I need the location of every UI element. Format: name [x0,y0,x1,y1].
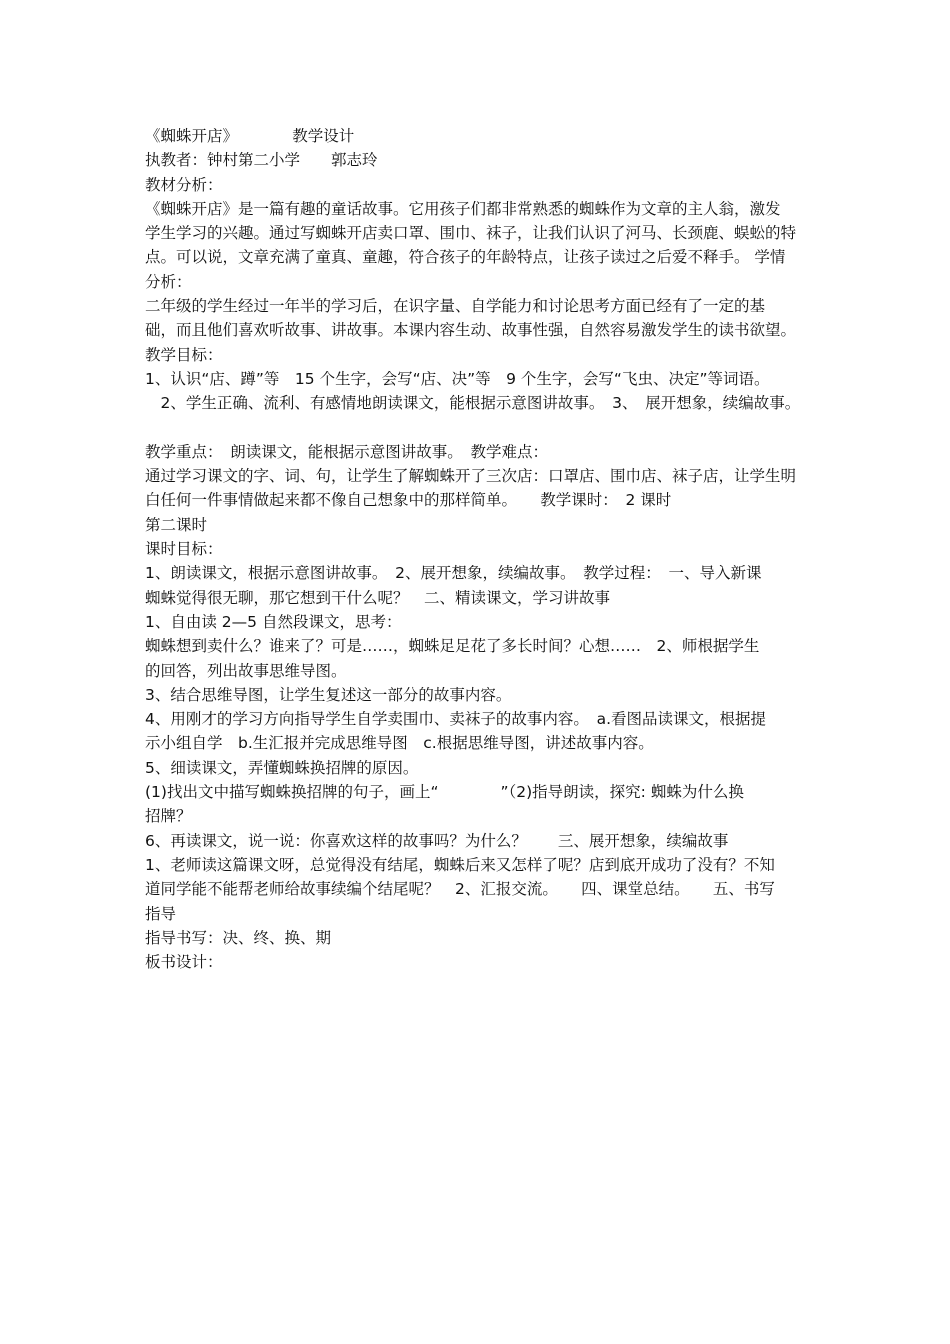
text-line: 4、用刚才的学习方向指导学生自学卖围巾、卖袜子的故事内容。 a.看图品读课文，根据提 [145,710,767,729]
text-line: 5、细读课文，弄懂蜘蛛换招牌的原因。 [145,758,419,777]
text-line: 蜘蛛觉得很无聊，那它想到干什么呢？ 二、精读课文，学习讲故事 [145,588,611,607]
text-line: 教学目标： [145,345,223,364]
text-line: 示小组自学 b.生汇报并完成思维导图 c.根据思维导图，讲述故事内容。 [145,734,654,753]
text-line: 招牌？ [145,807,192,826]
blank-line [145,416,815,440]
text-line: 蜘蛛想到卖什么？谁来了？可是……，蜘蛛足足花了多长时间？心想…… 2、师根据学生 [145,637,760,656]
text-line: 2、学生正确、流利、有感情地朗读课文，能根据示意图讲故事。 3、 展开想象，续编故事。 [145,394,801,413]
text-line: 分析： [145,272,192,291]
text-line: 6、再读课文，说一说：你喜欢这样的故事吗？为什么？ 三、展开想象，续编故事 [145,831,729,850]
text-line: 《蜘蛛开店》 教学设计 [145,127,355,145]
text-line: 1、自由读 2—5 自然段课文，思考： [145,612,402,631]
text-line: 《蜘蛛开店》是一篇有趣的童话故事。它用孩子们都非常熟悉的蜘蛛作为文章的主人翁，激发 [145,199,781,218]
text-line: 课时目标： [145,540,223,559]
text-line: 道同学能不能帮老师给故事续编个结尾呢？ 2、汇报交流。 四、课堂总结。 五、书写 [145,880,775,899]
text-line: 白任何一件事情做起来都不像自己想象中的那样简单。 教学课时： 2 课时 [145,491,672,510]
text-line: 础，而且他们喜欢听故事、讲故事。本课内容生动、故事性强，自然容易激发学生的读书欲望。 [145,321,797,340]
text-line: 板书设计： [145,953,223,972]
text-line: 1、老师读这篇课文呀，总觉得没有结尾，蜘蛛后来又怎样了呢？店到底开成功了没有？不知 [145,855,775,874]
text-line: 学生学习的兴趣。通过写蜘蛛开店卖口罩、围巾、袜子，让我们认识了河马、长颈鹿、蜈蚣的特 [145,224,797,243]
text-line: 指导书写：决、终、换、期 [145,928,332,947]
text-line: 的回答，列出故事思维导图。 [145,661,347,680]
document-body [145,124,815,974]
text-line: 执教者：钟村第二小学 郭志玲 [145,151,378,170]
text-line: 1、朗读课文，根据示意图讲故事。 2、展开想象，续编故事。 教学过程： 一、导入新课 [145,564,762,583]
text-line: 教学重点： 朗读课文，能根据示意图讲故事。 教学难点： [145,442,549,461]
text-line: 点。可以说，文章充满了童真、童趣，符合孩子的年龄特点，让孩子读过之后爱不释手。 学情 [145,248,786,267]
text-line: 指导 [145,904,177,923]
text-line: 第二课时 [145,515,208,534]
text-line: 1、认识“店、蹲”等 15 个生字，会写“店、决”等 9 个生字，会写“飞虫、决定”等词语。 [145,369,770,388]
text-line: 二年级的学生经过一年半的学习后，在识字量、自学能力和讨论思考方面已经有了一定的基 [145,297,766,316]
text-line: 通过学习课文的字、词、句，让学生了解蜘蛛开了三次店：口罩店、围巾店、袜子店，让学生明 [145,467,797,486]
text-line: 3、结合思维导图，让学生复述这一部分的故事内容。 [145,685,512,704]
text-line: (1)找出文中描写蜘蛛换招牌的句子，画上“ ”（2)指导朗读，探究: 蜘蛛为什么换 [145,783,744,802]
text-line: 教材分析： [145,175,223,194]
